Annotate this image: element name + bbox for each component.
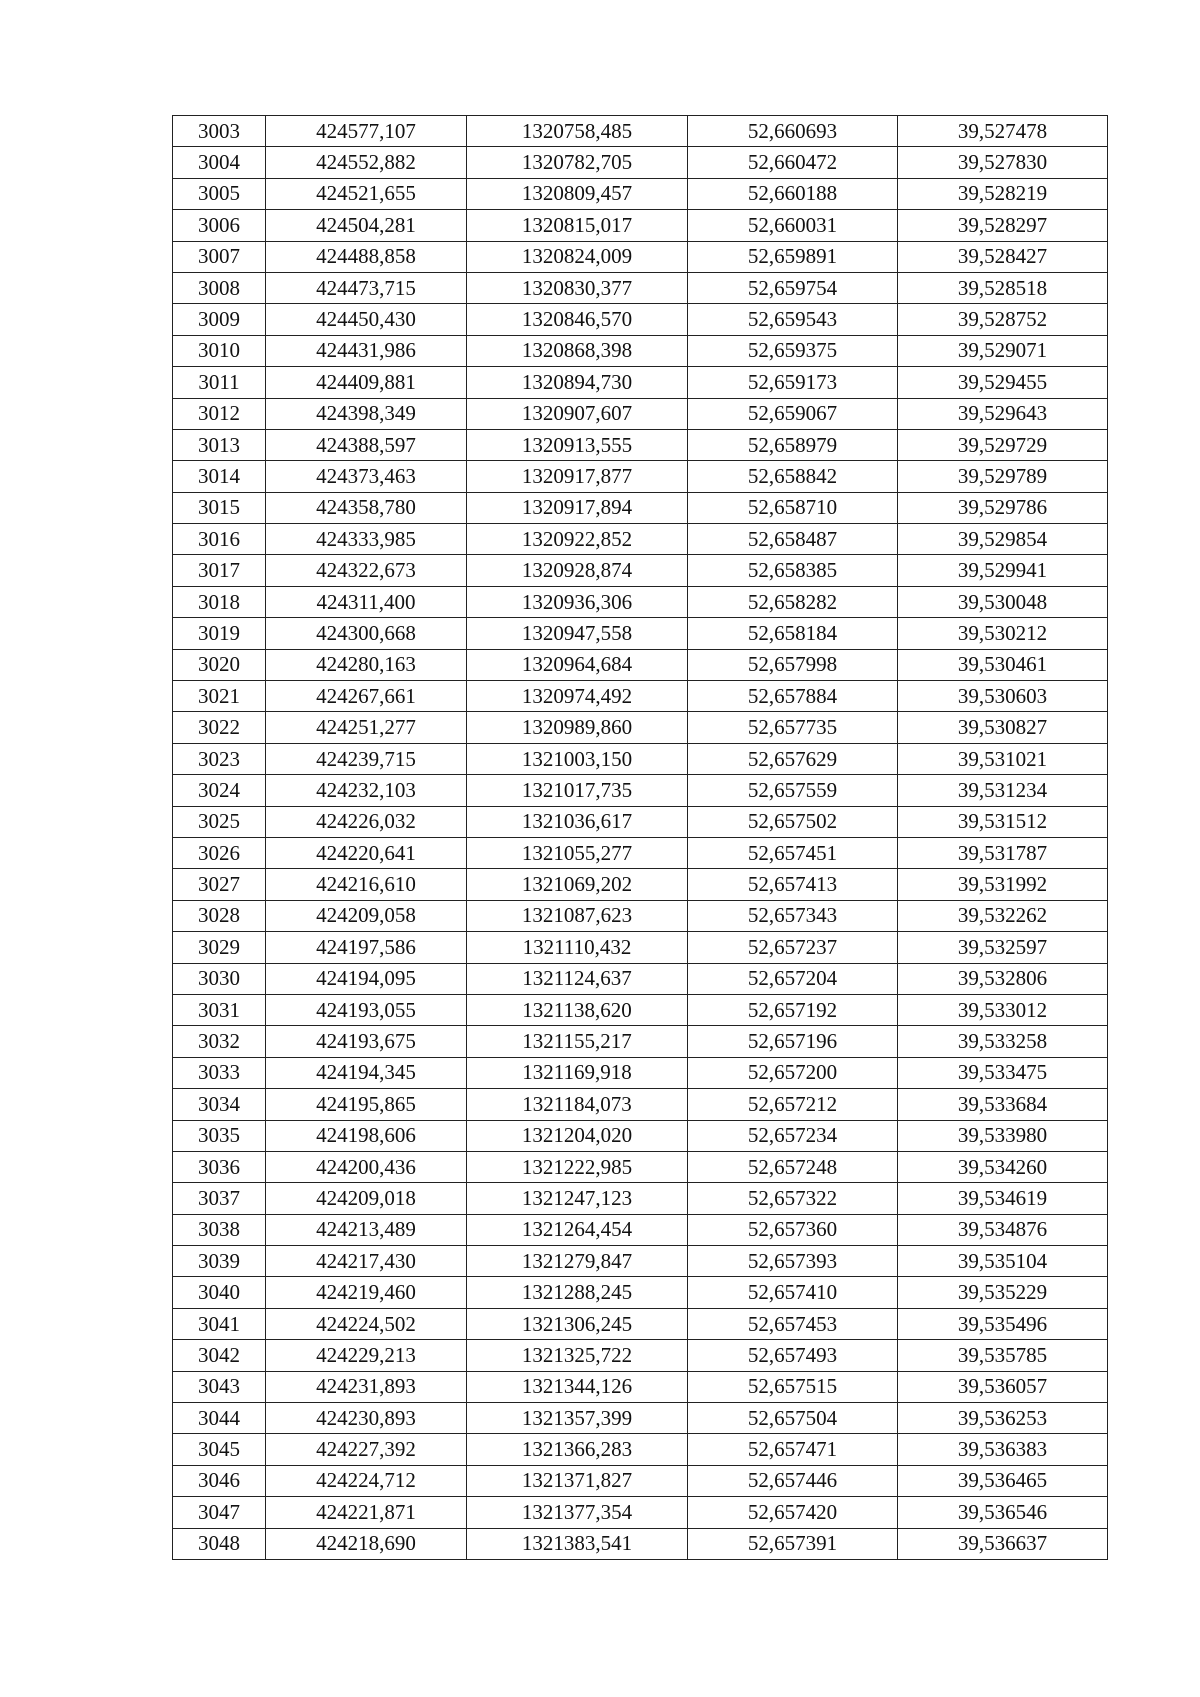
latitude-cell: 52,658487: [688, 524, 898, 555]
longitude-cell: 39,536057: [898, 1371, 1108, 1402]
point-number-cell: 3036: [173, 1151, 266, 1182]
longitude-cell: 39,533012: [898, 994, 1108, 1025]
y-coordinate-cell: 1321110,432: [467, 932, 688, 963]
latitude-cell: 52,657515: [688, 1371, 898, 1402]
table-row: [173, 618, 1108, 649]
x-coordinate-cell: 424300,668: [266, 618, 467, 649]
x-coordinate-cell: 424504,281: [266, 210, 467, 241]
latitude-cell: 52,660693: [688, 116, 898, 147]
longitude-cell: 39,530603: [898, 681, 1108, 712]
x-coordinate-cell: 424251,277: [266, 712, 467, 743]
table-row: [173, 1403, 1108, 1434]
latitude-cell: 52,657471: [688, 1434, 898, 1465]
longitude-cell: 39,529455: [898, 367, 1108, 398]
x-coordinate-cell: 424409,881: [266, 367, 467, 398]
table-row: [173, 272, 1108, 303]
latitude-cell: 52,657343: [688, 900, 898, 931]
table-row: [173, 241, 1108, 272]
longitude-cell: 39,529643: [898, 398, 1108, 429]
longitude-cell: 39,535496: [898, 1308, 1108, 1339]
longitude-cell: 39,531234: [898, 775, 1108, 806]
table-row: [173, 1151, 1108, 1182]
point-number-cell: 3016: [173, 524, 266, 555]
longitude-cell: 39,535229: [898, 1277, 1108, 1308]
table-row: [173, 147, 1108, 178]
x-coordinate-cell: 424473,715: [266, 272, 467, 303]
point-number-cell: 3038: [173, 1214, 266, 1245]
x-coordinate-cell: 424239,715: [266, 743, 467, 774]
y-coordinate-cell: 1321069,202: [467, 869, 688, 900]
longitude-cell: 39,529786: [898, 492, 1108, 523]
point-number-cell: 3008: [173, 272, 266, 303]
x-coordinate-cell: 424552,882: [266, 147, 467, 178]
table-row: [173, 586, 1108, 617]
latitude-cell: 52,657735: [688, 712, 898, 743]
y-coordinate-cell: 1320824,009: [467, 241, 688, 272]
longitude-cell: 39,536546: [898, 1497, 1108, 1528]
x-coordinate-cell: 424213,489: [266, 1214, 467, 1245]
longitude-cell: 39,529789: [898, 461, 1108, 492]
y-coordinate-cell: 1320868,398: [467, 335, 688, 366]
point-number-cell: 3014: [173, 461, 266, 492]
point-number-cell: 3042: [173, 1340, 266, 1371]
longitude-cell: 39,534260: [898, 1151, 1108, 1182]
y-coordinate-cell: 1321279,847: [467, 1246, 688, 1277]
point-number-cell: 3026: [173, 837, 266, 868]
y-coordinate-cell: 1321344,126: [467, 1371, 688, 1402]
y-coordinate-cell: 1320782,705: [467, 147, 688, 178]
longitude-cell: 39,530827: [898, 712, 1108, 743]
y-coordinate-cell: 1321204,020: [467, 1120, 688, 1151]
y-coordinate-cell: 1320809,457: [467, 178, 688, 209]
point-number-cell: 3035: [173, 1120, 266, 1151]
point-number-cell: 3024: [173, 775, 266, 806]
point-number-cell: 3028: [173, 900, 266, 931]
table-row: [173, 900, 1108, 931]
point-number-cell: 3031: [173, 994, 266, 1025]
y-coordinate-cell: 1320758,485: [467, 116, 688, 147]
point-number-cell: 3013: [173, 429, 266, 460]
longitude-cell: 39,532597: [898, 932, 1108, 963]
x-coordinate-cell: 424398,349: [266, 398, 467, 429]
x-coordinate-cell: 424195,865: [266, 1089, 467, 1120]
longitude-cell: 39,530048: [898, 586, 1108, 617]
table-row: [173, 116, 1108, 147]
latitude-cell: 52,659543: [688, 304, 898, 335]
x-coordinate-cell: 424431,986: [266, 335, 467, 366]
latitude-cell: 52,657453: [688, 1308, 898, 1339]
x-coordinate-cell: 424220,641: [266, 837, 467, 868]
y-coordinate-cell: 1321003,150: [467, 743, 688, 774]
point-number-cell: 3019: [173, 618, 266, 649]
latitude-cell: 52,657212: [688, 1089, 898, 1120]
table-row: [173, 555, 1108, 586]
x-coordinate-cell: 424230,893: [266, 1403, 467, 1434]
x-coordinate-cell: 424224,712: [266, 1465, 467, 1496]
longitude-cell: 39,532262: [898, 900, 1108, 931]
longitude-cell: 39,532806: [898, 963, 1108, 994]
table-row: [173, 1277, 1108, 1308]
y-coordinate-cell: 1321222,985: [467, 1151, 688, 1182]
table-row: [173, 994, 1108, 1025]
x-coordinate-cell: 424197,586: [266, 932, 467, 963]
point-number-cell: 3017: [173, 555, 266, 586]
longitude-cell: 39,529854: [898, 524, 1108, 555]
longitude-cell: 39,536383: [898, 1434, 1108, 1465]
x-coordinate-cell: 424280,163: [266, 649, 467, 680]
y-coordinate-cell: 1321036,617: [467, 806, 688, 837]
point-number-cell: 3010: [173, 335, 266, 366]
table-row: [173, 1120, 1108, 1151]
longitude-cell: 39,527830: [898, 147, 1108, 178]
table-row: [173, 492, 1108, 523]
latitude-cell: 52,659173: [688, 367, 898, 398]
table-row: [173, 1308, 1108, 1339]
y-coordinate-cell: 1321247,123: [467, 1183, 688, 1214]
latitude-cell: 52,657237: [688, 932, 898, 963]
x-coordinate-cell: 424216,610: [266, 869, 467, 900]
latitude-cell: 52,657451: [688, 837, 898, 868]
latitude-cell: 52,658979: [688, 429, 898, 460]
latitude-cell: 52,657200: [688, 1057, 898, 1088]
x-coordinate-cell: 424209,018: [266, 1183, 467, 1214]
x-coordinate-cell: 424198,606: [266, 1120, 467, 1151]
point-number-cell: 3048: [173, 1528, 266, 1559]
latitude-cell: 52,657446: [688, 1465, 898, 1496]
point-number-cell: 3015: [173, 492, 266, 523]
latitude-cell: 52,660188: [688, 178, 898, 209]
table-row: [173, 1434, 1108, 1465]
y-coordinate-cell: 1321288,245: [467, 1277, 688, 1308]
table-row: [173, 1057, 1108, 1088]
table-row: [173, 210, 1108, 241]
x-coordinate-cell: 424209,058: [266, 900, 467, 931]
x-coordinate-cell: 424194,095: [266, 963, 467, 994]
x-coordinate-cell: 424200,436: [266, 1151, 467, 1182]
latitude-cell: 52,657493: [688, 1340, 898, 1371]
table-row: [173, 775, 1108, 806]
point-number-cell: 3039: [173, 1246, 266, 1277]
longitude-cell: 39,528427: [898, 241, 1108, 272]
x-coordinate-cell: 424388,597: [266, 429, 467, 460]
longitude-cell: 39,533475: [898, 1057, 1108, 1088]
latitude-cell: 52,657413: [688, 869, 898, 900]
latitude-cell: 52,657204: [688, 963, 898, 994]
y-coordinate-cell: 1320936,306: [467, 586, 688, 617]
point-number-cell: 3004: [173, 147, 266, 178]
x-coordinate-cell: 424193,675: [266, 1026, 467, 1057]
point-number-cell: 3009: [173, 304, 266, 335]
point-number-cell: 3033: [173, 1057, 266, 1088]
table-row: [173, 837, 1108, 868]
longitude-cell: 39,531992: [898, 869, 1108, 900]
table-row: [173, 649, 1108, 680]
longitude-cell: 39,527478: [898, 116, 1108, 147]
y-coordinate-cell: 1320907,607: [467, 398, 688, 429]
longitude-cell: 39,529071: [898, 335, 1108, 366]
x-coordinate-cell: 424488,858: [266, 241, 467, 272]
point-number-cell: 3020: [173, 649, 266, 680]
table-row: [173, 1246, 1108, 1277]
table-row: [173, 461, 1108, 492]
y-coordinate-cell: 1321124,637: [467, 963, 688, 994]
table-row: [173, 932, 1108, 963]
latitude-cell: 52,658282: [688, 586, 898, 617]
y-coordinate-cell: 1320830,377: [467, 272, 688, 303]
table-row: [173, 1528, 1108, 1559]
latitude-cell: 52,658385: [688, 555, 898, 586]
table-row: [173, 1371, 1108, 1402]
longitude-cell: 39,528518: [898, 272, 1108, 303]
x-coordinate-cell: 424521,655: [266, 178, 467, 209]
y-coordinate-cell: 1321055,277: [467, 837, 688, 868]
y-coordinate-cell: 1320917,894: [467, 492, 688, 523]
point-number-cell: 3011: [173, 367, 266, 398]
longitude-cell: 39,529729: [898, 429, 1108, 460]
y-coordinate-cell: 1320974,492: [467, 681, 688, 712]
y-coordinate-cell: 1320964,684: [467, 649, 688, 680]
table-row: [173, 1465, 1108, 1496]
y-coordinate-cell: 1320815,017: [467, 210, 688, 241]
x-coordinate-cell: 424267,661: [266, 681, 467, 712]
y-coordinate-cell: 1321017,735: [467, 775, 688, 806]
x-coordinate-cell: 424232,103: [266, 775, 467, 806]
latitude-cell: 52,657420: [688, 1497, 898, 1528]
latitude-cell: 52,657391: [688, 1528, 898, 1559]
longitude-cell: 39,536253: [898, 1403, 1108, 1434]
point-number-cell: 3012: [173, 398, 266, 429]
point-number-cell: 3021: [173, 681, 266, 712]
point-number-cell: 3027: [173, 869, 266, 900]
y-coordinate-cell: 1320917,877: [467, 461, 688, 492]
latitude-cell: 52,657884: [688, 681, 898, 712]
y-coordinate-cell: 1321184,073: [467, 1089, 688, 1120]
longitude-cell: 39,531787: [898, 837, 1108, 868]
y-coordinate-cell: 1321155,217: [467, 1026, 688, 1057]
y-coordinate-cell: 1321169,918: [467, 1057, 688, 1088]
latitude-cell: 52,657998: [688, 649, 898, 680]
point-number-cell: 3040: [173, 1277, 266, 1308]
latitude-cell: 52,657192: [688, 994, 898, 1025]
table-row: [173, 1340, 1108, 1371]
x-coordinate-cell: 424224,502: [266, 1308, 467, 1339]
coordinates-table: [172, 115, 1108, 1560]
longitude-cell: 39,535785: [898, 1340, 1108, 1371]
longitude-cell: 39,535104: [898, 1246, 1108, 1277]
table-row: [173, 1497, 1108, 1528]
longitude-cell: 39,534619: [898, 1183, 1108, 1214]
y-coordinate-cell: 1321357,399: [467, 1403, 688, 1434]
latitude-cell: 52,659891: [688, 241, 898, 272]
x-coordinate-cell: 424229,213: [266, 1340, 467, 1371]
y-coordinate-cell: 1321371,827: [467, 1465, 688, 1496]
x-coordinate-cell: 424373,463: [266, 461, 467, 492]
table-row: [173, 304, 1108, 335]
longitude-cell: 39,533258: [898, 1026, 1108, 1057]
longitude-cell: 39,531021: [898, 743, 1108, 774]
x-coordinate-cell: 424450,430: [266, 304, 467, 335]
point-number-cell: 3023: [173, 743, 266, 774]
y-coordinate-cell: 1321138,620: [467, 994, 688, 1025]
table-row: [173, 429, 1108, 460]
point-number-cell: 3037: [173, 1183, 266, 1214]
longitude-cell: 39,536465: [898, 1465, 1108, 1496]
latitude-cell: 52,657322: [688, 1183, 898, 1214]
longitude-cell: 39,530461: [898, 649, 1108, 680]
table-row: [173, 712, 1108, 743]
table-row: [173, 869, 1108, 900]
x-coordinate-cell: 424226,032: [266, 806, 467, 837]
y-coordinate-cell: 1321366,283: [467, 1434, 688, 1465]
y-coordinate-cell: 1321306,245: [467, 1308, 688, 1339]
table-row: [173, 1183, 1108, 1214]
longitude-cell: 39,536637: [898, 1528, 1108, 1559]
latitude-cell: 52,658842: [688, 461, 898, 492]
point-number-cell: 3022: [173, 712, 266, 743]
latitude-cell: 52,658184: [688, 618, 898, 649]
longitude-cell: 39,533684: [898, 1089, 1108, 1120]
point-number-cell: 3029: [173, 932, 266, 963]
longitude-cell: 39,530212: [898, 618, 1108, 649]
point-number-cell: 3005: [173, 178, 266, 209]
table-row: [173, 963, 1108, 994]
latitude-cell: 52,657234: [688, 1120, 898, 1151]
latitude-cell: 52,657629: [688, 743, 898, 774]
longitude-cell: 39,528752: [898, 304, 1108, 335]
point-number-cell: 3018: [173, 586, 266, 617]
longitude-cell: 39,528219: [898, 178, 1108, 209]
x-coordinate-cell: 424218,690: [266, 1528, 467, 1559]
point-number-cell: 3034: [173, 1089, 266, 1120]
y-coordinate-cell: 1320928,874: [467, 555, 688, 586]
point-number-cell: 3043: [173, 1371, 266, 1402]
latitude-cell: 52,657248: [688, 1151, 898, 1182]
x-coordinate-cell: 424227,392: [266, 1434, 467, 1465]
point-number-cell: 3003: [173, 116, 266, 147]
latitude-cell: 52,657504: [688, 1403, 898, 1434]
point-number-cell: 3045: [173, 1434, 266, 1465]
table-row: [173, 178, 1108, 209]
point-number-cell: 3025: [173, 806, 266, 837]
x-coordinate-cell: 424358,780: [266, 492, 467, 523]
y-coordinate-cell: 1321264,454: [467, 1214, 688, 1245]
latitude-cell: 52,657410: [688, 1277, 898, 1308]
x-coordinate-cell: 424194,345: [266, 1057, 467, 1088]
latitude-cell: 52,657559: [688, 775, 898, 806]
coordinates-table-body: [173, 116, 1108, 1560]
point-number-cell: 3041: [173, 1308, 266, 1339]
point-number-cell: 3006: [173, 210, 266, 241]
longitude-cell: 39,533980: [898, 1120, 1108, 1151]
latitude-cell: 52,660031: [688, 210, 898, 241]
point-number-cell: 3030: [173, 963, 266, 994]
x-coordinate-cell: 424231,893: [266, 1371, 467, 1402]
table-row: [173, 524, 1108, 555]
point-number-cell: 3044: [173, 1403, 266, 1434]
y-coordinate-cell: 1321087,623: [467, 900, 688, 931]
table-row: [173, 806, 1108, 837]
table-row: [173, 743, 1108, 774]
point-number-cell: 3046: [173, 1465, 266, 1496]
y-coordinate-cell: 1320989,860: [467, 712, 688, 743]
x-coordinate-cell: 424333,985: [266, 524, 467, 555]
y-coordinate-cell: 1320894,730: [467, 367, 688, 398]
y-coordinate-cell: 1320913,555: [467, 429, 688, 460]
table-row: [173, 1026, 1108, 1057]
latitude-cell: 52,657196: [688, 1026, 898, 1057]
point-number-cell: 3047: [173, 1497, 266, 1528]
table-row: [173, 367, 1108, 398]
table-row: [173, 1214, 1108, 1245]
x-coordinate-cell: 424322,673: [266, 555, 467, 586]
table-row: [173, 681, 1108, 712]
y-coordinate-cell: 1321325,722: [467, 1340, 688, 1371]
latitude-cell: 52,657360: [688, 1214, 898, 1245]
table-row: [173, 398, 1108, 429]
y-coordinate-cell: 1320947,558: [467, 618, 688, 649]
latitude-cell: 52,659754: [688, 272, 898, 303]
latitude-cell: 52,660472: [688, 147, 898, 178]
x-coordinate-cell: 424219,460: [266, 1277, 467, 1308]
latitude-cell: 52,659375: [688, 335, 898, 366]
y-coordinate-cell: 1321383,541: [467, 1528, 688, 1559]
longitude-cell: 39,528297: [898, 210, 1108, 241]
point-number-cell: 3032: [173, 1026, 266, 1057]
latitude-cell: 52,657502: [688, 806, 898, 837]
latitude-cell: 52,658710: [688, 492, 898, 523]
x-coordinate-cell: 424311,400: [266, 586, 467, 617]
y-coordinate-cell: 1320846,570: [467, 304, 688, 335]
latitude-cell: 52,657393: [688, 1246, 898, 1277]
y-coordinate-cell: 1320922,852: [467, 524, 688, 555]
x-coordinate-cell: 424193,055: [266, 994, 467, 1025]
longitude-cell: 39,534876: [898, 1214, 1108, 1245]
latitude-cell: 52,659067: [688, 398, 898, 429]
y-coordinate-cell: 1321377,354: [467, 1497, 688, 1528]
point-number-cell: 3007: [173, 241, 266, 272]
longitude-cell: 39,531512: [898, 806, 1108, 837]
x-coordinate-cell: 424217,430: [266, 1246, 467, 1277]
longitude-cell: 39,529941: [898, 555, 1108, 586]
table-row: [173, 1089, 1108, 1120]
table-row: [173, 335, 1108, 366]
x-coordinate-cell: 424577,107: [266, 116, 467, 147]
x-coordinate-cell: 424221,871: [266, 1497, 467, 1528]
